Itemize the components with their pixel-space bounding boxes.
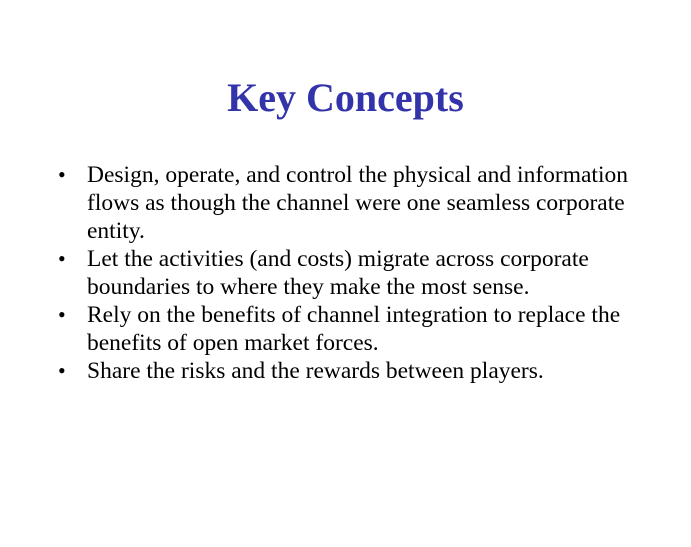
bullet-item — [58, 357, 658, 385]
bullet-text: Share the risks and the rewards between players. — [87, 358, 544, 384]
bullet-icon: • — [58, 302, 66, 327]
bullet-icon: • — [58, 246, 66, 271]
bullet-list — [58, 161, 658, 385]
bullet-icon: • — [58, 162, 66, 187]
bullet-text: Let the activities (and costs) migrate across corporate boundaries to where they make the most sense. — [87, 246, 589, 300]
bullet-text: Rely on the benefits of channel integration to replace the benefits of open market forces. — [87, 302, 621, 356]
bullet-item — [58, 245, 658, 301]
slide-title: Key Concepts — [227, 75, 464, 120]
bullet-item — [58, 161, 658, 245]
bullet-icon: • — [58, 358, 66, 383]
bullet-item — [58, 301, 658, 357]
bullet-text: Design, operate, and control the physical and information flows as though the channel were one seamless corporate entity. — [87, 162, 628, 244]
